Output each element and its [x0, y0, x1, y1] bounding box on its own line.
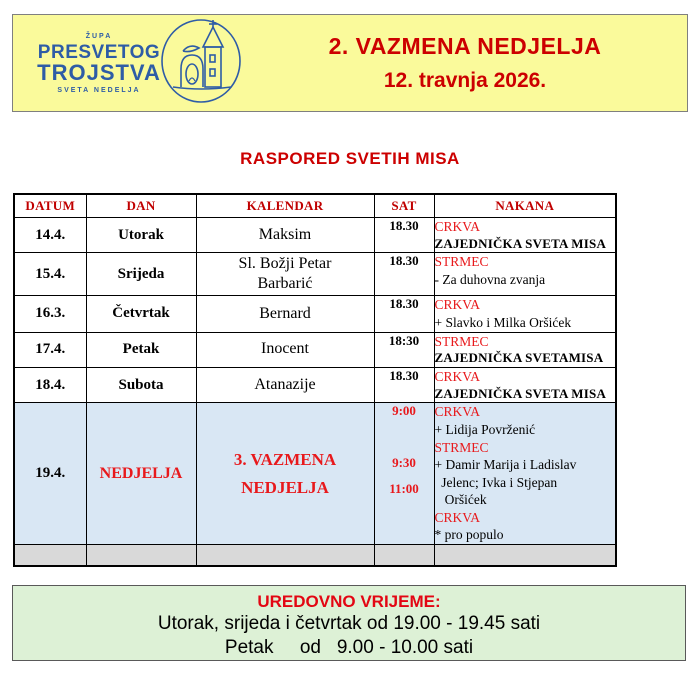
page-title: [243, 33, 687, 93]
kalendar-line: Bernard: [259, 304, 311, 322]
mass-intention-line: + Slavko i Milka Oršićek: [434, 314, 572, 330]
column-header-nakana: NAKANA: [434, 194, 616, 218]
mass-place: STRMEC: [434, 439, 489, 455]
table-row: [14, 332, 616, 367]
mass-place: STRMEC: [434, 254, 489, 270]
table-row: [14, 403, 616, 544]
empty-row: [14, 544, 616, 566]
mass-place: CRKVA: [434, 509, 481, 525]
nakana-cell: [434, 296, 616, 332]
mass-schedule-table: [13, 193, 617, 567]
mass-place: CRKVA: [434, 297, 481, 313]
kalendar-line: Atanazije: [254, 375, 316, 393]
kalendar-line: NEDJELJA: [241, 477, 329, 497]
masthead: [12, 14, 688, 112]
sunday-date: 12. travnja 2026.: [383, 69, 547, 92]
dan-cell: NEDJELJA: [86, 403, 196, 544]
sunday-title: 2. VAZMENA NEDJELJA: [328, 33, 602, 59]
kalendar-cell: [196, 332, 374, 367]
empty-cell: [196, 544, 374, 566]
datum-cell: 19.4.: [14, 403, 86, 544]
sat-cell: [374, 253, 434, 296]
office-hours-box: [12, 585, 686, 661]
mass-intention-line: * pro populo: [434, 527, 504, 543]
column-header-sat: SAT: [374, 194, 434, 218]
mass-intention-line: + Lidija Povrženić: [434, 421, 536, 437]
mass-time: 18:30: [388, 332, 420, 348]
mass-intention-line: ZAJEDNIČKA SVETA MISA: [434, 385, 607, 401]
table-row: [14, 367, 616, 402]
mass-intention-line: + Damir Marija i Ladislav: [434, 457, 577, 473]
mass-place: CRKVA: [434, 219, 481, 234]
nakana-cell: [434, 403, 616, 544]
kalendar-line: Barbarić: [257, 275, 313, 293]
column-header-dan: DAN: [86, 194, 196, 218]
column-header-datum: DATUM: [14, 194, 86, 218]
office-hours-line2: Petak od 9.00 - 10.00 sati: [224, 636, 474, 658]
table-row: [14, 296, 616, 332]
mass-table-body: [14, 218, 616, 567]
mass-place: CRKVA: [434, 404, 481, 420]
column-header-kalendar: KALENDAR: [196, 194, 374, 218]
nakana-cell: [434, 253, 616, 296]
kalendar-line: Sl. Božji Petar: [238, 254, 332, 272]
mass-intention-line: Jelenc; Ivka i Stjepan: [434, 474, 558, 490]
mass-place: STRMEC: [434, 333, 489, 349]
kalendar-cell: [196, 367, 374, 402]
sat-cell: [374, 332, 434, 367]
sat-cell: [374, 218, 434, 253]
table-header-row: [14, 194, 616, 218]
kalendar-line: 3. VAZMENA: [233, 450, 337, 470]
logo-town-label: SVETA NEDELJA: [57, 86, 141, 94]
kalendar-cell: [196, 403, 374, 544]
datum-cell: 18.4.: [14, 367, 86, 402]
datum-cell: 17.4.: [14, 332, 86, 367]
mass-time: 18.30: [389, 218, 419, 233]
empty-cell: [14, 544, 86, 566]
kalendar-cell: [196, 296, 374, 332]
table-row: [14, 253, 616, 296]
kalendar-cell: [196, 253, 374, 296]
datum-cell: 15.4.: [14, 253, 86, 296]
kalendar-cell: [196, 218, 374, 253]
mass-time: 18.30: [389, 296, 419, 312]
mass-intention-line: ZAJEDNIČKA SVETA MISA: [434, 235, 607, 251]
empty-cell: [86, 544, 196, 566]
kalendar-line: Inocent: [261, 340, 309, 358]
empty-cell: [434, 544, 616, 566]
parish-logo: [35, 33, 163, 94]
office-hours-title: UREDOVNO VRIJEME:: [257, 592, 441, 611]
nakana-cell: [434, 218, 616, 253]
dan-cell: Petak: [86, 332, 196, 367]
mass-place: CRKVA: [434, 368, 481, 384]
mass-time: 18.30: [389, 367, 419, 383]
church-icon: [159, 17, 243, 110]
nakana-cell: [434, 367, 616, 402]
sat-cell: [374, 296, 434, 332]
logo-name-line1: PRESVETOG: [37, 41, 161, 63]
mass-time: 11:00: [389, 481, 419, 497]
dan-cell: Subota: [86, 367, 196, 402]
datum-cell: 16.3.: [14, 296, 86, 332]
kalendar-line: Maksim: [258, 225, 312, 243]
mass-intention-line: Oršićek: [434, 492, 487, 508]
dan-cell: Srijeda: [86, 253, 196, 296]
office-hours-line1: Utorak, srijeda i četvrtak od 19.00 - 19.45 sati: [157, 613, 541, 634]
table-row: [14, 218, 616, 253]
schedule-heading: RASPORED SVETIH MISA: [240, 149, 460, 168]
empty-cell: [374, 544, 434, 566]
nakana-cell: [434, 332, 616, 367]
dan-cell: Utorak: [86, 218, 196, 253]
mass-intention-line: - Za duhovna zvanja: [434, 271, 546, 287]
logo-name-line2: TROJSTVA: [37, 59, 161, 85]
dan-cell: Četvrtak: [86, 296, 196, 332]
logo-zupa-label: ŽUPA: [85, 32, 113, 40]
mass-time: 9:30: [392, 455, 416, 471]
mass-time: 9:00: [392, 403, 416, 419]
datum-cell: 14.4.: [14, 218, 86, 253]
mass-time: 18.30: [389, 253, 419, 269]
mass-intention-line: ZAJEDNIČKA SVETAMISA: [434, 350, 604, 366]
sat-cell: [374, 403, 434, 544]
sat-cell: [374, 367, 434, 402]
